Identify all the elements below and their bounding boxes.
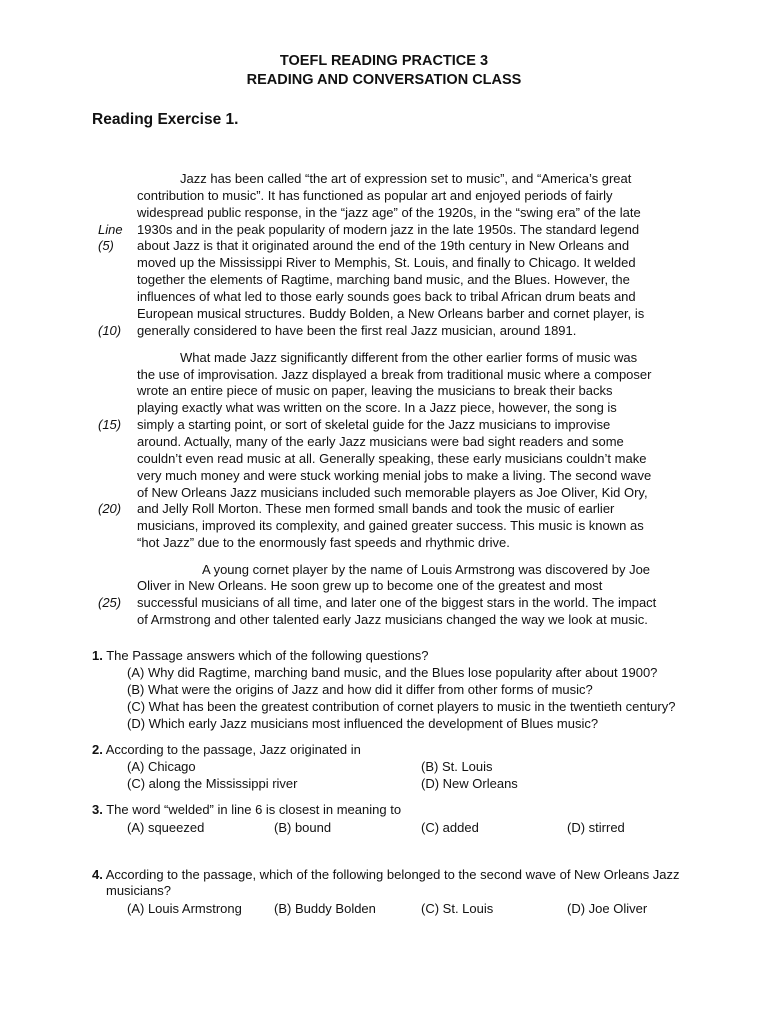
answer-option[interactable]: (D) Which early Jazz musicians most influenced the development of Blues music? xyxy=(127,716,599,731)
answer-option[interactable]: (C) St. Louis xyxy=(421,901,494,916)
question-number: 1. xyxy=(92,648,103,663)
answer-option[interactable]: (A) Chicago xyxy=(127,759,196,774)
question-text: The word “welded” in line 6 is closest in meaning to xyxy=(106,802,402,817)
passage-line: and Jelly Roll Morton. These men formed small bands and took the music of earlier xyxy=(137,501,615,516)
passage-line: What made Jazz significantly different from the other earlier forms of music was xyxy=(180,350,638,365)
passage-line: “hot Jazz” due to the enormously fast speeds and rhythmic drive. xyxy=(137,535,510,550)
passage-line: widespread public response, in the “jazz age” of the 1920s, in the “swing era” of the late xyxy=(137,205,641,220)
line-marker: Line xyxy=(98,222,123,237)
passage-line: playing exactly what was written on the score. In a Jazz piece, however, the song is xyxy=(137,400,617,415)
question-text: According to the passage, which of the following belonged to the second wave of New Orleans Jazz xyxy=(105,867,680,882)
line-marker: (5) xyxy=(98,238,114,253)
passage-line: of New Orleans Jazz musicians included such memorable players as Joe Oliver, Kid Ory, xyxy=(137,485,648,500)
passage-line: influences of what led to those early sounds goes back to tribal African drum beats and xyxy=(137,289,636,304)
passage-line: about Jazz is that it originated around the end of the 19th century in New Orleans and xyxy=(137,238,630,253)
document-subtitle: READING AND CONVERSATION CLASS xyxy=(246,72,522,88)
passage-line: contribution to music”. It has functioned as popular art and enjoyed periods of fairly xyxy=(137,188,613,203)
question-number: 4. xyxy=(92,867,103,882)
answer-option[interactable]: (B) What were the origins of Jazz and how did it differ from other forms of music? xyxy=(127,682,593,697)
passage-line: around. Actually, many of the early Jazz musicians were bad sight readers and some xyxy=(137,434,624,449)
answer-option[interactable]: (A) Why did Ragtime, marching band music, and the Blues lose popularity after about 1900? xyxy=(127,665,658,680)
answer-option[interactable]: (B) Buddy Bolden xyxy=(274,901,376,916)
passage-line: generally considered to have been the first real Jazz musician, around 1891. xyxy=(137,323,577,338)
answer-option[interactable]: (C) added xyxy=(421,820,479,835)
line-marker: (20) xyxy=(98,501,122,516)
answer-option[interactable]: (D) stirred xyxy=(567,820,625,835)
passage-line: couldn’t even read music at all. Generally speaking, these early musicians couldn’t make xyxy=(137,451,647,466)
answer-option[interactable]: (D) New Orleans xyxy=(421,776,518,791)
passage-line: Jazz has been called “the art of expression set to music”, and “America’s great xyxy=(180,171,632,186)
passage-line: successful musicians of all time, and later one of the biggest stars in the world. The impact xyxy=(137,595,657,610)
document-title: TOEFL READING PRACTICE 3 xyxy=(279,53,489,69)
passage-line: wrote an entire piece of music on paper, leaving the musicians to break their backs xyxy=(137,383,613,398)
passage-line: 1930s and in the peak popularity of modern jazz in the late 1950s. The standard legend xyxy=(137,222,640,237)
question-number: 2. xyxy=(92,742,103,757)
passage-line: simply a starting point, or sort of skeletal guide for the Jazz musicians to improvise xyxy=(137,417,611,432)
passage-line: very much money and were stuck working menial jobs to make a living. The second wave xyxy=(137,468,652,483)
line-marker: (25) xyxy=(98,595,122,610)
answer-option[interactable]: (D) Joe Oliver xyxy=(567,901,648,916)
passage-line: together the elements of Ragtime, marching band music, and the Blues. However, the xyxy=(137,272,630,287)
question-stem xyxy=(92,741,361,758)
answer-option[interactable]: (A) Louis Armstrong xyxy=(127,901,242,916)
line-marker: (15) xyxy=(98,417,122,432)
question-text: According to the passage, Jazz originated in xyxy=(105,742,361,757)
question-stem xyxy=(92,866,680,883)
passage-line: of Armstrong and other talented early Jazz musicians changed the way we look at music. xyxy=(137,612,648,627)
section-heading: Reading Exercise 1. xyxy=(92,111,239,128)
passage-line: A young cornet player by the name of Louis Armstrong was discovered by Joe xyxy=(202,562,651,577)
answer-option[interactable]: (C) along the Mississippi river xyxy=(127,776,298,791)
question-stem xyxy=(92,647,429,664)
passage-line: moved up the Mississippi River to Memphis, St. Louis, and finally to Chicago. It welded xyxy=(137,255,636,270)
question-text-continued: musicians? xyxy=(106,883,172,898)
question-text: The Passage answers which of the following questions? xyxy=(106,648,429,663)
question-number: 3. xyxy=(92,802,103,817)
passage-line: European musical structures. Buddy Bolden, a New Orleans barber and cornet player, is xyxy=(137,306,645,321)
passage-line: Oliver in New Orleans. He soon grew up to become one of the greatest and most xyxy=(137,578,603,593)
answer-option[interactable]: (B) St. Louis xyxy=(421,759,493,774)
passage-line: musicians, improved its complexity, and gained greater success. This music is known as xyxy=(137,518,644,533)
question-stem xyxy=(92,801,401,818)
line-marker: (10) xyxy=(98,323,122,338)
answer-option[interactable]: (B) bound xyxy=(274,820,332,835)
passage-line: the use of improvisation. Jazz displayed a break from traditional music where a composer xyxy=(137,367,652,382)
answer-option[interactable]: (C) What has been the greatest contribution of cornet players to music in the twentieth century? xyxy=(127,699,676,714)
answer-option[interactable]: (A) squeezed xyxy=(127,820,205,835)
